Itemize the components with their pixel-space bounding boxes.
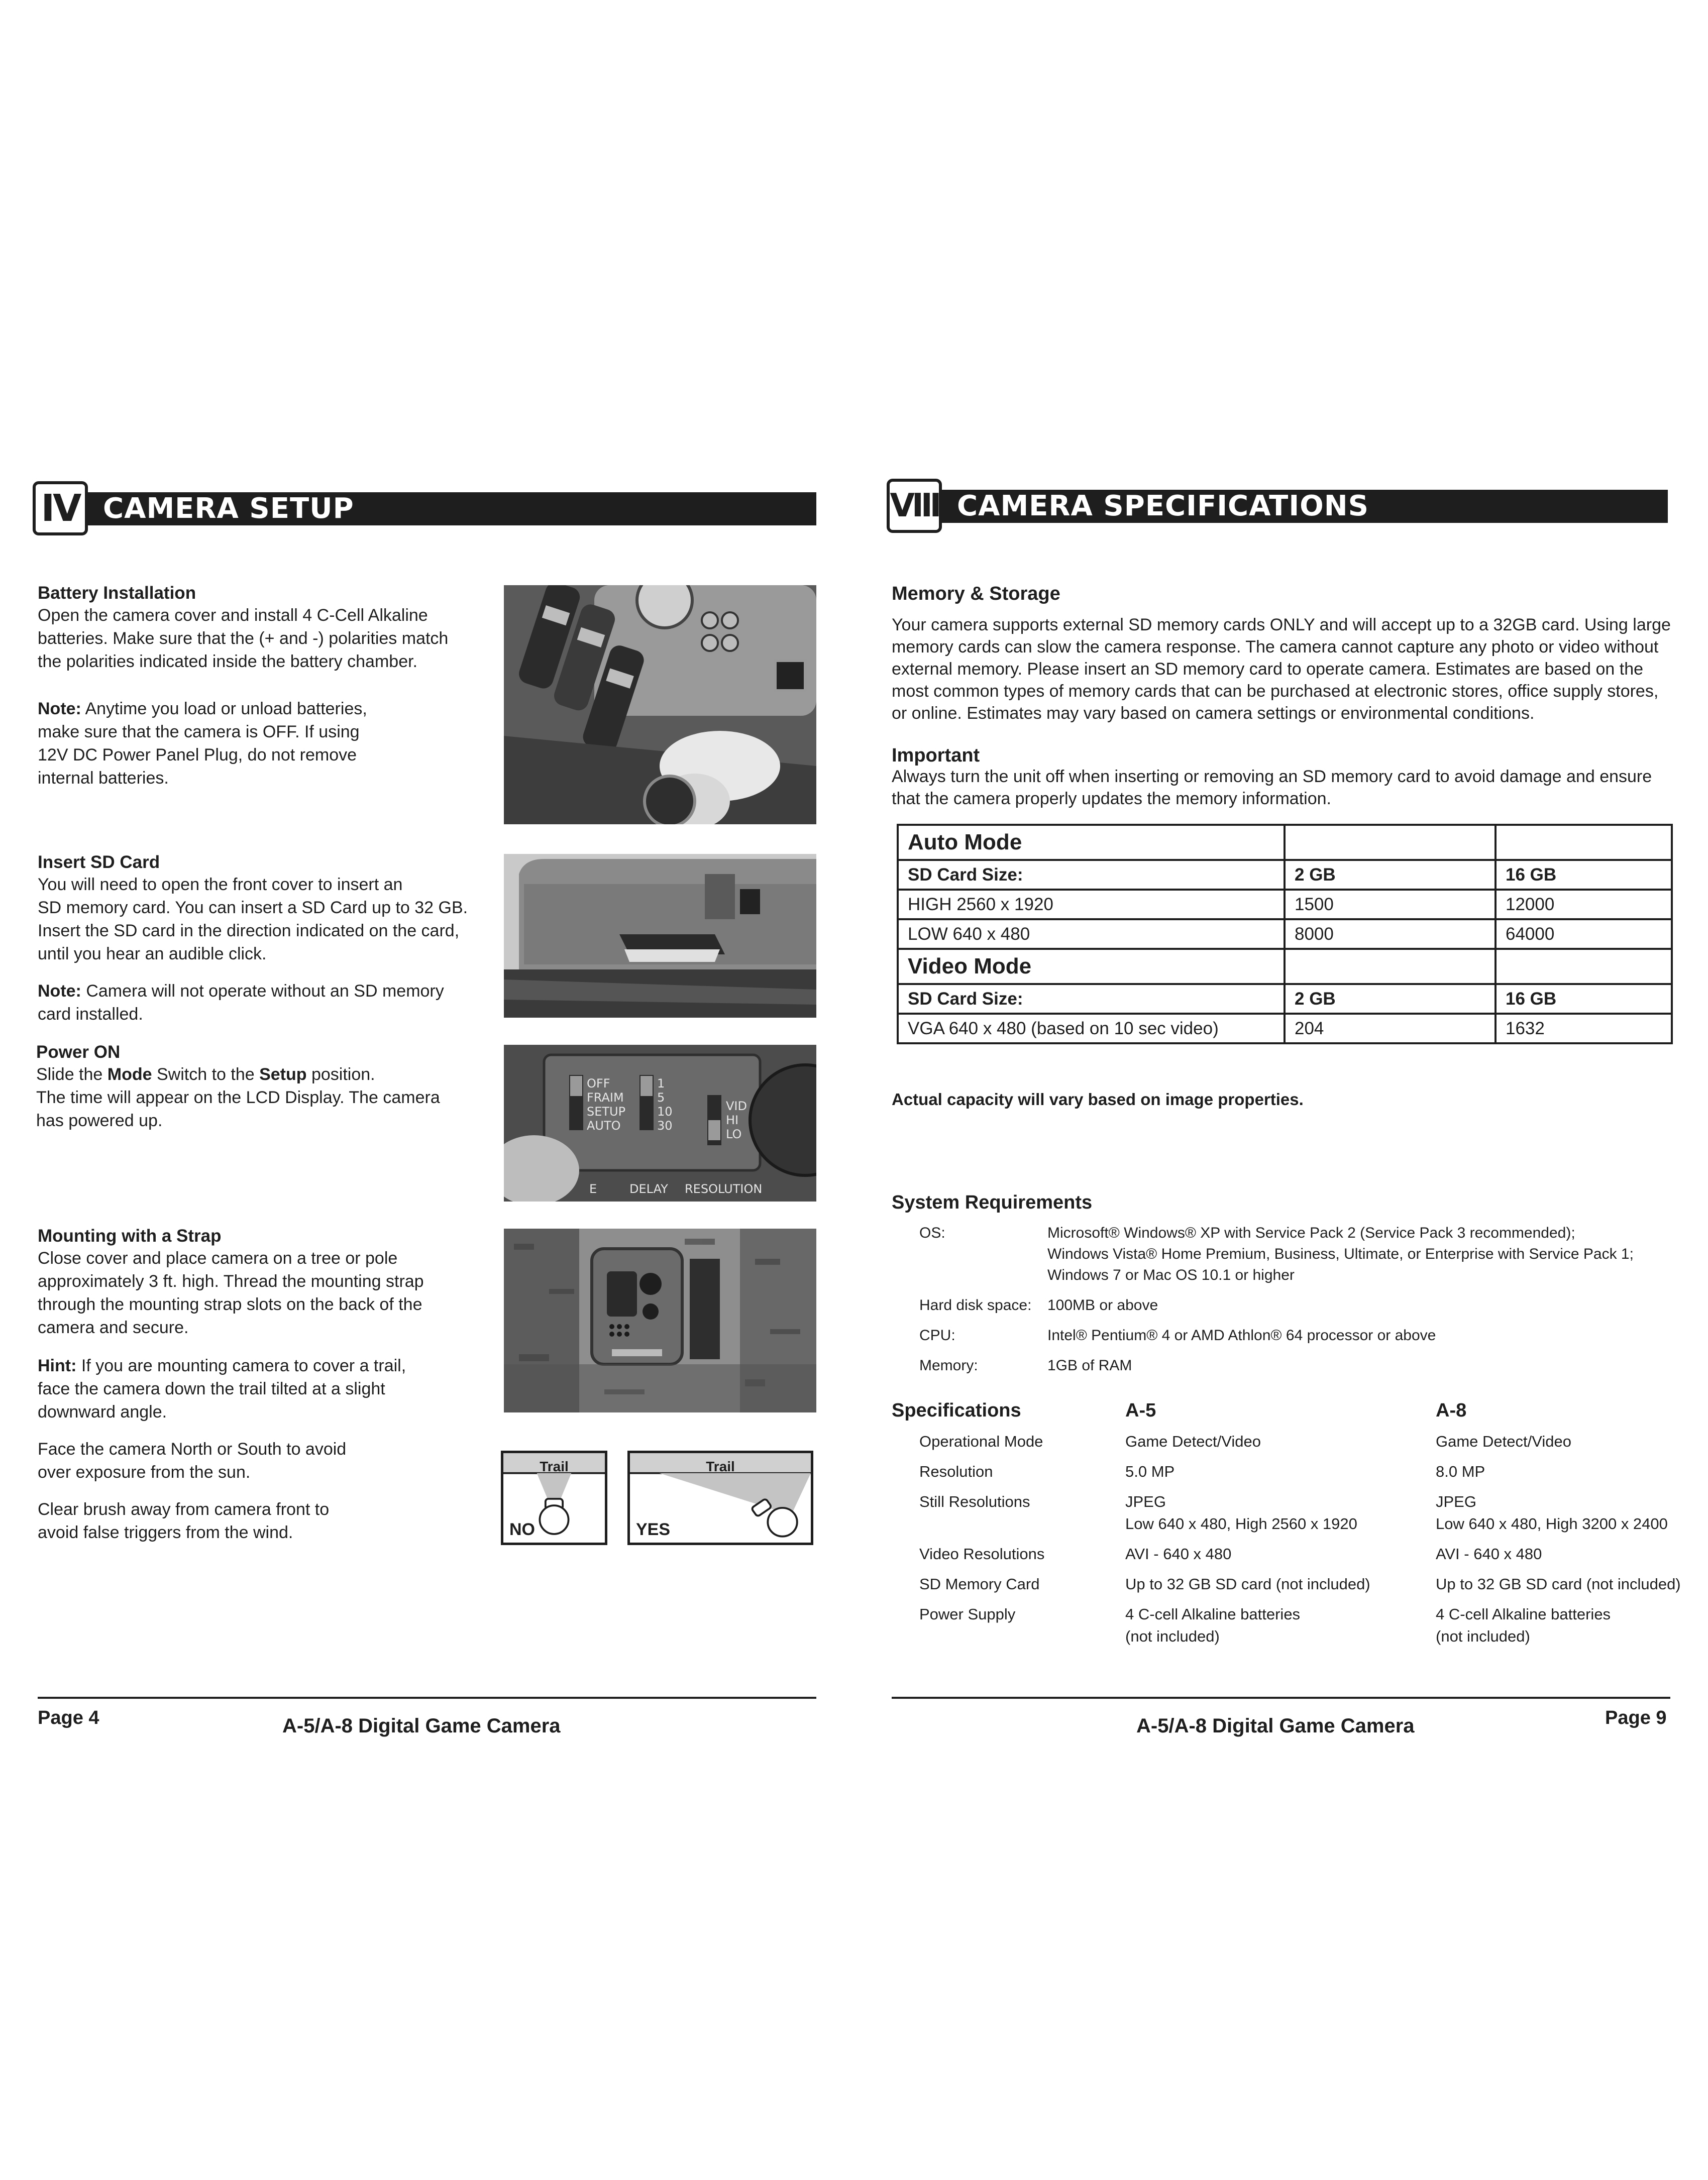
switch-photo-illustration: [504, 1045, 816, 1202]
video-header-size: SD Card Size:: [898, 984, 1285, 1014]
battery-note-label: Note:: [38, 699, 81, 718]
capacity-table: [897, 824, 1673, 1044]
right-footer-rule: [892, 1697, 1670, 1699]
spec-a8-value: 4 C-cell Alkaline batteries: [1436, 1605, 1611, 1623]
memory-heading: Memory & Storage: [892, 583, 1060, 604]
mounting-tip2-line-2: avoid false triggers from the wind.: [38, 1523, 293, 1542]
table-row: [898, 949, 1672, 984]
battery-line-3: the polarities indicated inside the battery chamber.: [38, 652, 418, 671]
switch-res-option-3: LO: [726, 1127, 742, 1141]
system-os-line-3: Windows 7 or Mac OS 10.1 or higher: [1047, 1267, 1295, 1283]
sdcard-line-3: Insert the SD card in the direction indicated on the card,: [38, 921, 460, 940]
mounting-line-4: camera and secure.: [38, 1318, 189, 1337]
left-footer-page-number: Page 4: [38, 1707, 99, 1728]
power-setup-word: Setup: [259, 1065, 307, 1084]
sdcard-note-line-1: [38, 979, 444, 1003]
power-line-1-c: Switch to the: [152, 1065, 260, 1084]
left-footer-rule: [38, 1697, 816, 1699]
system-memory-value: 1GB of RAM: [1047, 1357, 1132, 1374]
switch-bottom-label-1: E: [589, 1182, 597, 1196]
spec-label: Operational Mode: [919, 1433, 1043, 1450]
power-heading: Power ON: [36, 1042, 121, 1062]
spec-a5-value-2: (not included): [1125, 1627, 1220, 1645]
spec-a5-value-2: Low 640 x 480, High 2560 x 1920: [1125, 1515, 1357, 1533]
specs-col-a5: A-5: [1125, 1400, 1156, 1421]
spec-label: Video Resolutions: [919, 1545, 1045, 1563]
table-row: [898, 984, 1672, 1014]
mounting-tip2-line-1: Clear brush away from camera front to: [38, 1500, 330, 1519]
spec-a5-value: 5.0 MP: [1125, 1463, 1175, 1480]
trail-diagram-yes: [627, 1451, 813, 1545]
table-cell: VGA 640 x 480 (based on 10 sec video): [898, 1014, 1285, 1043]
battery-line-1: Open the camera cover and install 4 C-Cell Alkaline: [38, 606, 428, 625]
spec-a5-value: Up to 32 GB SD card (not included): [1125, 1575, 1370, 1593]
table-cell: 8000: [1285, 919, 1496, 949]
table-row: [898, 890, 1672, 919]
table-cell: 64000: [1496, 919, 1672, 949]
sdcard-line-2: SD memory card. You can insert a SD Card up to 32 GB.: [38, 898, 468, 917]
battery-note-line-3: 12V DC Power Panel Plug, do not remove: [38, 745, 357, 765]
right-section-title: CAMERA SPECIFICATIONS: [957, 490, 1369, 522]
mounting-hint-line-1: [38, 1354, 406, 1377]
table-cell-empty: [1285, 825, 1496, 860]
left-section-title: CAMERA SETUP: [103, 492, 354, 525]
battery-note-line-1: [38, 697, 367, 720]
battery-note-line-2: make sure that the camera is OFF. If using: [38, 722, 360, 741]
spec-a8-value-2: (not included): [1436, 1627, 1530, 1645]
power-line-2: The time will appear on the LCD Display. The camera: [36, 1088, 440, 1107]
trail-diagram-no-label: Trail: [540, 1459, 569, 1474]
mounting-line-3: through the mounting strap slots on the back of the: [38, 1295, 422, 1314]
switch-mode-option-2: FRAIM: [587, 1091, 624, 1105]
right-footer-page-number: Page 9: [1605, 1707, 1667, 1728]
switch-photo: [504, 1045, 816, 1202]
video-header-16gb: 16 GB: [1496, 984, 1672, 1014]
video-mode-label: Video Mode: [898, 949, 1285, 984]
tree-mount-photo: [504, 1229, 816, 1412]
capacity-note: Actual capacity will vary based on image properties.: [892, 1090, 1304, 1109]
table-cell: HIGH 2560 x 1920: [898, 890, 1285, 919]
specs-heading: Specifications: [892, 1400, 1021, 1421]
spec-a8-value: JPEG: [1436, 1493, 1476, 1510]
switch-delay-option-4: 30: [657, 1119, 673, 1133]
battery-heading: Battery Installation: [38, 583, 196, 603]
auto-header-size: SD Card Size:: [898, 860, 1285, 890]
system-os-line-2: Windows Vista® Home Premium, Business, Ultimate, or Enterprise with Service Pack 1;: [1047, 1246, 1634, 1262]
trail-diagram-no: [501, 1451, 607, 1545]
spec-label: Still Resolutions: [919, 1493, 1030, 1510]
right-section-number: VIII: [887, 479, 942, 533]
important-heading: Important: [892, 745, 980, 766]
table-cell-empty: [1496, 825, 1672, 860]
spec-a8-value: Up to 32 GB SD card (not included): [1436, 1575, 1681, 1593]
switch-mode-option-3: SETUP: [587, 1105, 626, 1119]
system-disk-label: Hard disk space:: [919, 1297, 1032, 1314]
switch-mode-option-4: AUTO: [587, 1119, 621, 1133]
switch-delay-option-2: 5: [657, 1091, 665, 1105]
battery-photo: [504, 585, 816, 824]
mounting-line-2: approximately 3 ft. high. Thread the mounting strap: [38, 1272, 424, 1291]
mounting-tip1-line-2: over exposure from the sun.: [38, 1463, 251, 1482]
power-line-1: [36, 1063, 375, 1086]
battery-note-line-4: internal batteries.: [38, 769, 169, 788]
table-cell: 1632: [1496, 1014, 1672, 1043]
spec-label: SD Memory Card: [919, 1575, 1040, 1593]
switch-mode-option-1: OFF: [587, 1076, 610, 1091]
mounting-line-1: Close cover and place camera on a tree or pole: [38, 1249, 398, 1268]
important-line-2: that the camera properly updates the memory information.: [892, 789, 1331, 808]
auto-header-2gb: 2 GB: [1285, 860, 1496, 890]
spec-a5-value: AVI - 640 x 480: [1125, 1545, 1232, 1563]
specs-col-a8: A-8: [1436, 1400, 1467, 1421]
switch-res-option-2: HI: [726, 1113, 739, 1127]
table-cell-empty: [1496, 949, 1672, 984]
table-cell: 204: [1285, 1014, 1496, 1043]
power-line-1-e: position.: [306, 1065, 375, 1084]
trail-diagram-yes-label: Trail: [706, 1459, 735, 1474]
mounting-heading: Mounting with a Strap: [38, 1226, 222, 1246]
table-cell-empty: [1285, 949, 1496, 984]
table-cell: 12000: [1496, 890, 1672, 919]
battery-line-2: batteries. Make sure that the (+ and -) polarities match: [38, 629, 449, 648]
spec-label: Power Supply: [919, 1605, 1016, 1623]
system-os-label: OS:: [919, 1225, 945, 1241]
power-line-3: has powered up.: [36, 1111, 163, 1130]
sdcard-line-1: You will need to open the front cover to insert an: [38, 875, 403, 894]
spec-a8-value-2: Low 640 x 480, High 3200 x 2400: [1436, 1515, 1668, 1533]
spec-a5-value: 4 C-cell Alkaline batteries: [1125, 1605, 1301, 1623]
switch-res-option-1: VID: [726, 1099, 747, 1113]
mounting-hint-text: If you are mounting camera to cover a trail,: [76, 1356, 406, 1375]
switch-delay-option-1: 1: [657, 1076, 665, 1091]
system-cpu-value: Intel® Pentium® 4 or AMD Athlon® 64 processor or above: [1047, 1327, 1436, 1344]
sdcard-photo-illustration: [504, 854, 816, 1018]
auto-header-16gb: 16 GB: [1496, 860, 1672, 890]
memory-line-3: external memory. Please insert an SD memory card to operate camera. Estimates are based on the: [892, 660, 1644, 679]
spec-a5-value: Game Detect/Video: [1125, 1433, 1261, 1450]
mounting-tip1-line-1: Face the camera North or South to avoid: [38, 1440, 347, 1459]
mounting-hint-label: Hint:: [38, 1356, 77, 1375]
power-mode-word: Mode: [107, 1065, 152, 1084]
system-os-line-1: Microsoft® Windows® XP with Service Pack 2 (Service Pack 3 recommended);: [1047, 1225, 1575, 1241]
memory-line-1: Your camera supports external SD memory cards ONLY and will accept up to a 32GB card. Using large: [892, 615, 1671, 634]
auto-mode-label: Auto Mode: [898, 825, 1285, 860]
right-footer-title: A-5/A-8 Digital Game Camera: [1136, 1715, 1415, 1737]
important-line-1: Always turn the unit off when inserting or removing an SD memory card to avoid damage and ensure: [892, 767, 1652, 786]
memory-line-2: memory cards can slow the camera response. The camera cannot capture any photo or video without: [892, 637, 1659, 657]
trail-diagram-no-tag: NO: [509, 1520, 535, 1539]
system-memory-label: Memory:: [919, 1357, 978, 1374]
sdcard-heading: Insert SD Card: [38, 852, 160, 872]
system-heading: System Requirements: [892, 1192, 1093, 1213]
sdcard-photo: [504, 854, 816, 1018]
trail-diagram-yes-tag: YES: [636, 1520, 671, 1539]
system-cpu-label: CPU:: [919, 1327, 955, 1344]
mounting-hint-line-3: downward angle.: [38, 1402, 167, 1422]
table-cell: LOW 640 x 480: [898, 919, 1285, 949]
table-row: [898, 860, 1672, 890]
video-header-2gb: 2 GB: [1285, 984, 1496, 1014]
system-disk-value: 100MB or above: [1047, 1297, 1158, 1314]
mounting-hint-line-2: face the camera down the trail tilted at a slight: [38, 1379, 385, 1398]
spec-a8-value: 8.0 MP: [1436, 1463, 1485, 1480]
sdcard-note-text: Camera will not operate without an SD memory: [81, 982, 444, 1001]
switch-bottom-label-2: DELAY: [629, 1182, 668, 1196]
memory-line-5: or online. Estimates may vary based on camera settings or environmental conditions.: [892, 704, 1535, 723]
table-row: [898, 919, 1672, 949]
memory-line-4: most common types of memory cards that can be purchased at electronic stores, office supply stores,: [892, 682, 1659, 701]
spec-a5-value: JPEG: [1125, 1493, 1166, 1510]
switch-delay-option-3: 10: [657, 1105, 673, 1119]
spec-a8-value: AVI - 640 x 480: [1436, 1545, 1542, 1563]
switch-bottom-label-3: RESOLUTION: [685, 1182, 763, 1196]
left-footer-title: A-5/A-8 Digital Game Camera: [282, 1715, 561, 1737]
battery-note-text: Anytime you load or unload batteries,: [81, 699, 367, 718]
left-section-number: IV: [33, 481, 88, 535]
sdcard-note-line-2: card installed.: [38, 1005, 143, 1024]
spec-label: Resolution: [919, 1463, 993, 1480]
power-line-1-a: Slide the: [36, 1065, 108, 1084]
sdcard-line-4: until you hear an audible click.: [38, 944, 267, 963]
spec-a8-value: Game Detect/Video: [1436, 1433, 1571, 1450]
tree-mount-photo-illustration: [504, 1229, 816, 1412]
battery-photo-illustration: [504, 585, 816, 824]
table-row: [898, 1014, 1672, 1043]
table-row: [898, 825, 1672, 860]
sdcard-note-label: Note:: [38, 982, 81, 1001]
table-cell: 1500: [1285, 890, 1496, 919]
